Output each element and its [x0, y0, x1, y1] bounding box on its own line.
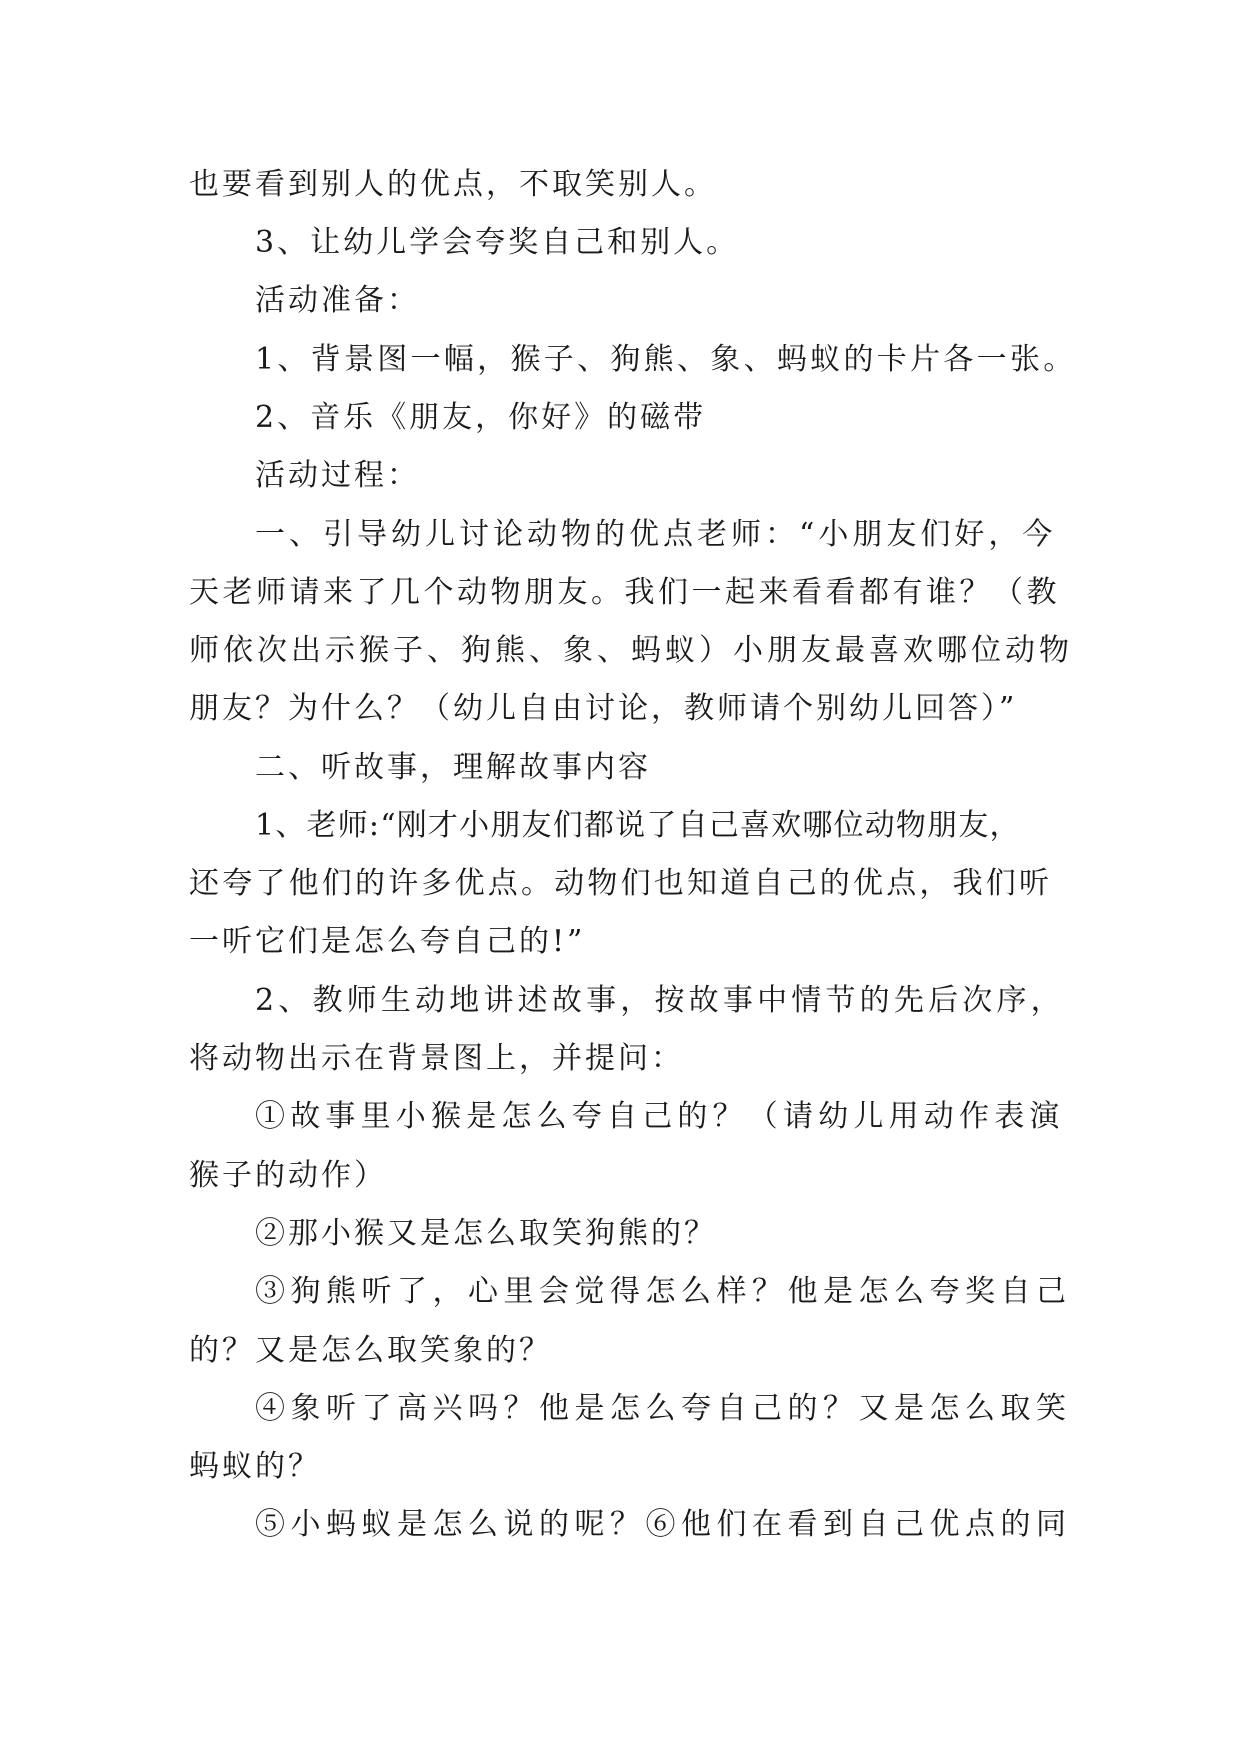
text-line: 2、音乐《朋友，你好》的磁带: [255, 400, 707, 435]
text-line: 朋友？为什么？（幼儿自由讨论，教师请个别幼儿回答）”: [189, 691, 1018, 726]
text-line: 猴子的动作）: [189, 1158, 387, 1193]
text-line: 天老师请来了几个动物朋友。我们一起来看看都有谁？（教: [189, 575, 1060, 610]
text-line: 还夸了他们的许多优点。动物们也知道自己的优点，我们听: [189, 866, 1053, 901]
section-heading: 二、听故事，理解故事内容: [255, 750, 651, 785]
text-line: 1、老师:“刚才小朋友们都说了自己喜欢哪位动物朋友，: [255, 808, 1021, 843]
section-heading: 活动过程：: [255, 458, 420, 493]
text-line: 1、背景图一幅，猴子、狗熊、象、蚂蚁的卡片各一张。: [255, 342, 1077, 377]
text-line: 的？又是怎么取笑象的？: [189, 1333, 552, 1368]
question-item: ③狗熊听了，心里会觉得怎么样？他是怎么夸奖自己: [255, 1274, 1072, 1309]
text-line: 蚂蚁的？: [189, 1449, 321, 1484]
question-item: ⑤小蚂蚁是怎么说的呢？⑥他们在看到自己优点的同: [255, 1507, 1072, 1542]
text-line: 一听它们是怎么夸自己的!”: [189, 924, 586, 959]
text-line: 也要看到别人的优点，不取笑别人。: [189, 167, 717, 202]
text-line: 一、引导幼儿讨论动物的优点老师：“小朋友们好，今: [255, 517, 1057, 552]
text-line: 3、让幼儿学会夸奖自己和别人。: [255, 225, 740, 260]
question-item: ②那小猴又是怎么取笑狗熊的？: [255, 1216, 717, 1251]
section-heading: 活动准备：: [255, 283, 420, 318]
question-item: ④象听了高兴吗？他是怎么夸自己的？又是怎么取笑: [255, 1391, 1072, 1426]
text-line: 将动物出示在背景图上，并提问：: [189, 1041, 684, 1076]
text-line: 师依次出示猴子、狗熊、象、蚂蚁）小朋友最喜欢哪位动物: [189, 633, 1073, 668]
text-line: 2、教师生动地讲述故事，按故事中情节的先后次序，: [255, 983, 1065, 1018]
question-item: ①故事里小猴是怎么夸自己的？（请幼儿用动作表演: [255, 1099, 1065, 1134]
